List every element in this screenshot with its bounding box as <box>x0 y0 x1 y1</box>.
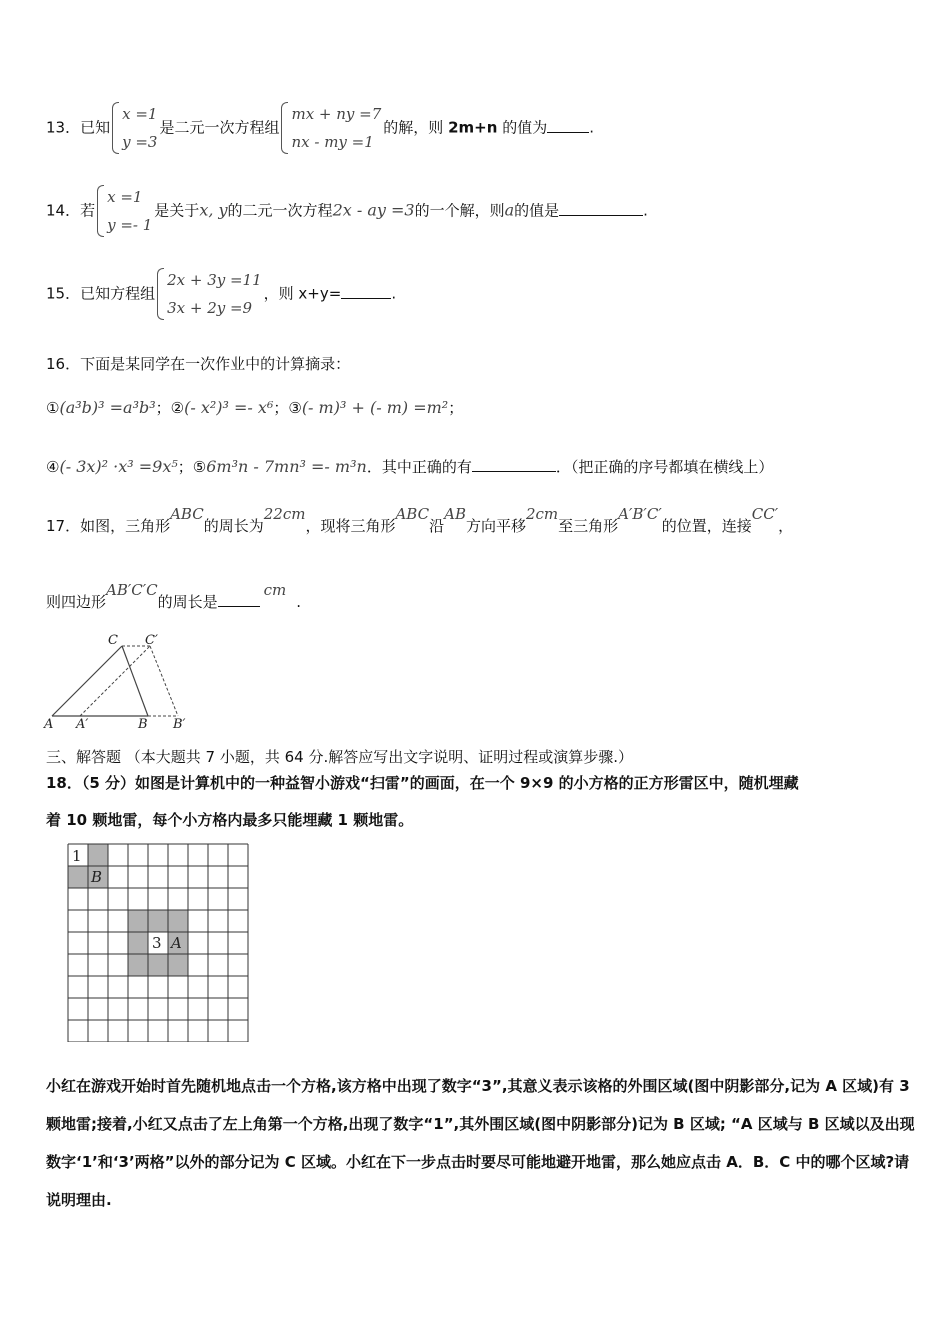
q14-sol-line-1: x =1 <box>107 188 143 206</box>
q14-number: 14．若 <box>46 201 96 220</box>
q17-perimeter: 22cm <box>263 505 306 523</box>
question-17-line-1 <box>46 505 794 538</box>
q17-segment-ab: AB <box>444 505 466 523</box>
b-cell-2 <box>68 866 88 888</box>
question-18-line-1: 18．（5 分）如图是计算机中的一种益智小游戏“扫雷”的画面，在一个 9×9 的小方格的正方形雷区中，随机埋藏 <box>46 774 799 792</box>
q17-number: 17．如图，三角形 <box>46 517 171 535</box>
q16-sep-3: ； <box>448 399 464 417</box>
q16-circle-4: ④ <box>46 458 60 476</box>
q17-unit: cm <box>263 581 287 599</box>
q16-answer-blank[interactable] <box>472 455 556 472</box>
label-a: A <box>44 717 54 730</box>
q13-number: 13．已知 <box>46 118 111 137</box>
q15-number: 15．已知方程组 <box>46 284 156 303</box>
question-17-line-2 <box>46 581 302 614</box>
q15-text-1: ，则 x+y= <box>263 284 342 303</box>
q13-equation-system <box>281 100 381 156</box>
cell-number-three: 3 <box>152 934 162 952</box>
q14-solution-system <box>97 183 152 239</box>
q17-triangle-prime: A′B′C′ <box>618 505 662 523</box>
label-b-prime: B′ <box>173 717 186 730</box>
q17-translation-figure <box>40 630 200 730</box>
q13-sol-line-2: y =3 <box>122 133 158 151</box>
q15-end: . <box>391 284 397 303</box>
q17-line2-text-2: 的周长是 <box>157 593 218 611</box>
triangle-prime-edge-ac <box>80 646 150 716</box>
q17-line2-text-1: 则四边形 <box>46 593 107 611</box>
q14-text-2: 的二元一次方程 <box>227 201 333 220</box>
q16-expression-1: (a³b)³ =a³b³ <box>59 398 156 417</box>
label-b: B <box>138 717 148 730</box>
triangle-abc-edge-cb <box>122 646 148 716</box>
q17-answer-blank[interactable] <box>218 590 260 607</box>
q16-text-2: ．（把正确的序号都填在横线上） <box>555 458 774 476</box>
triangle-prime-edge-cb <box>150 646 178 716</box>
q17-text-6: 的位置，连接 <box>661 517 752 535</box>
question-15 <box>46 266 396 322</box>
q16-sep-1: ；② <box>155 399 185 417</box>
q14-text-1: 是关于 <box>154 201 200 220</box>
q13-text-1: 是二元一次方程组 <box>159 118 280 137</box>
question-16-line-2 <box>46 455 773 479</box>
question-16-line-1 <box>46 396 463 420</box>
section-3-heading: 三、解答题 （本大题共 7 小题，共 64 分.解答应写出文字说明、证明过程或演算步骤.） <box>46 748 634 766</box>
cell-number-one: 1 <box>72 847 82 865</box>
q14-text-4: 的值是 <box>514 201 560 220</box>
q15-eq-line-2: 3x + 2y =9 <box>167 299 253 317</box>
q14-variables: x, y <box>199 200 228 220</box>
q17-quadrilateral: AB′C′C <box>106 581 158 599</box>
q17-text-5: 至三角形 <box>558 517 619 535</box>
label-a-prime: A′ <box>76 717 89 730</box>
b-cell-1 <box>88 844 108 866</box>
q17-end: . <box>296 593 302 611</box>
cell-label-a: A <box>171 934 182 952</box>
q15-equation-system <box>157 266 262 322</box>
q17-triangle-abc: ABC <box>170 505 204 523</box>
q13-eq-line-2: nx - my =1 <box>291 133 374 151</box>
q17-text-7: ， <box>778 517 794 535</box>
q17-distance: 2cm <box>525 505 559 523</box>
q16-expression-3: (- m)³ + (- m) =m² <box>301 398 449 417</box>
q13-solution-system <box>112 100 157 156</box>
q17-triangle-abc-2: ABC <box>395 505 430 523</box>
cell-label-b: B <box>91 868 103 886</box>
question-18-line-2: 着 10 颗地雷，每个小方格内最多只能埋藏 1 颗地雷。 <box>46 811 414 829</box>
q14-end: . <box>643 201 648 220</box>
q13-end: . <box>589 118 594 137</box>
q17-text-1: 的周长为 <box>203 517 264 535</box>
q13-sol-line-1: x =1 <box>122 105 158 123</box>
minesweeper-grid <box>66 842 252 1042</box>
q16-circle-1: ① <box>46 399 60 417</box>
q16-text-1: ．其中正确的有 <box>366 458 472 476</box>
question-16-intro: 16．下面是某同学在一次作业中的计算摘录： <box>46 355 351 373</box>
q16-sep-2: ；③ <box>273 399 302 417</box>
q17-text-3: 沿 <box>429 517 445 535</box>
q14-answer-blank[interactable] <box>559 199 643 216</box>
q16-expression-5: 6m³n - 7mn³ =- m³n <box>206 457 367 476</box>
q13-expression: 2m+n <box>448 118 498 137</box>
q13-text-2: 的解，则 <box>383 118 444 137</box>
q16-sep-4: ；⑤ <box>177 458 207 476</box>
q13-eq-line-1: mx + ny =7 <box>291 105 382 123</box>
q17-segment-cc: CC′ <box>751 505 779 523</box>
q16-expression-2: (- x²)³ =- x⁶ <box>184 398 274 417</box>
q14-sol-line-2: y =- 1 <box>107 216 153 234</box>
label-c: C <box>108 633 118 648</box>
label-c-prime: C′ <box>145 633 158 648</box>
question-14 <box>46 183 648 239</box>
q17-text-4: 方向平移 <box>465 517 526 535</box>
question-13 <box>46 100 594 156</box>
triangle-abc-edge-ac <box>52 646 122 716</box>
q14-text-3: 的一个解，则 <box>414 201 505 220</box>
q16-expression-4: (- 3x)² ·x³ =9x⁵ <box>59 457 178 476</box>
q14-var-a: a <box>504 200 515 220</box>
q15-answer-blank[interactable] <box>341 282 391 299</box>
q15-eq-line-1: 2x + 3y =11 <box>167 271 262 289</box>
question-18-paragraph: 小红在游戏开始时首先随机地点击一个方格,该方格中出现了数字“3”,其意义表示该格的外围区域(图中阴影部分,记为 A 区域)有 3 颗地雷;接着,小红又点击了左上角第一个方格,出现了数字“1”,其外围区域(图中阴影部分)记为 B 区域; “A 区域与 B 区域以及出现数字‘1’和‘3’两格”以外的部分记为 C 区域。小红在下一步点击时要尽可能地避开地雷，那么她应点击 A．B．C 中的哪个区域?请说明理由. <box>46 1077 915 1209</box>
q14-equation: 2x - ay =3 <box>332 200 415 220</box>
q17-text-2: ，现将三角形 <box>305 517 396 535</box>
q13-text-3: 的值为 <box>502 118 548 137</box>
q13-answer-blank[interactable] <box>547 116 589 133</box>
